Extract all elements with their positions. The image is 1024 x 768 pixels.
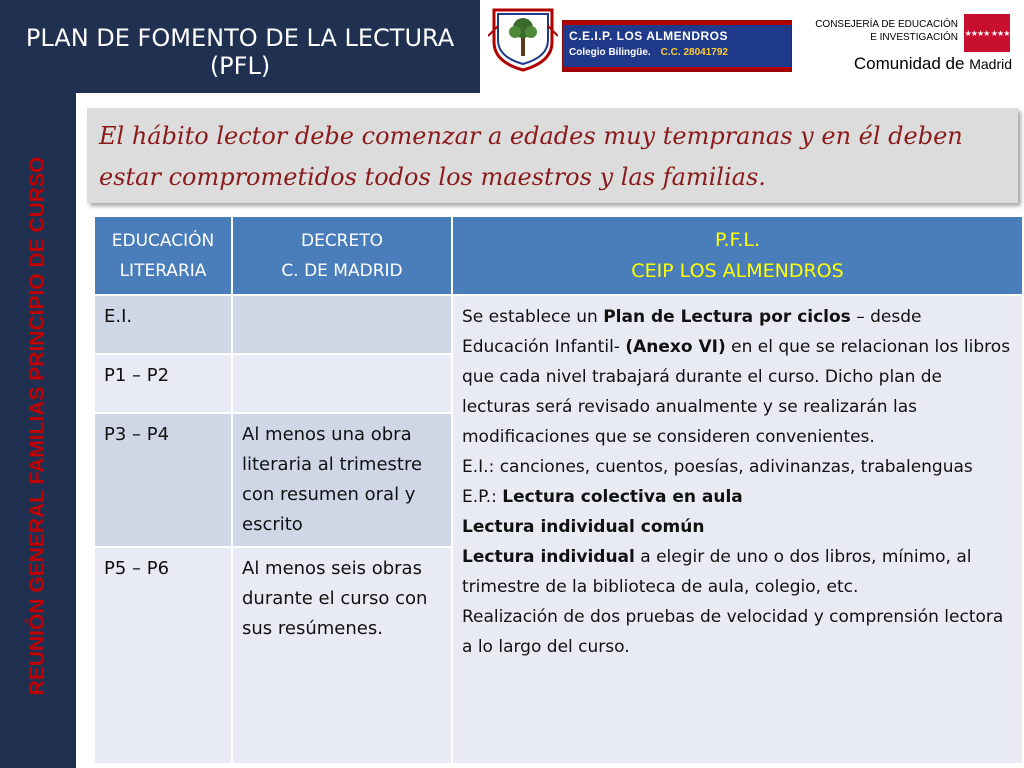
comunidad-de-madrid	[854, 54, 1012, 74]
level-cell: P3 – P4	[94, 413, 232, 547]
school-logo	[562, 20, 792, 72]
side-vertical-title: REUNIÓN GENERAL FAMILIAS PRINCIPIO DE CURSO	[26, 156, 49, 696]
pfl-lectura-individual: Lectura individual	[462, 547, 635, 567]
madrid-flag-icon	[964, 14, 1010, 52]
consejeria-line-1: CONSEJERÍA DE EDUCACIÓN	[815, 19, 958, 30]
level-cell: P1 – P2	[94, 354, 232, 413]
decreto-cell	[232, 354, 452, 413]
level-cell: E.I.	[94, 295, 232, 354]
header-decreto: DECRETO C. DE MADRID	[232, 216, 452, 295]
decreto-cell: Al menos una obra literaria al trimestre con resumen oral y escrito	[232, 413, 452, 547]
school-bilingual: Colegio Bilingüe.	[569, 47, 651, 58]
consejeria-line-2: E INVESTIGACIÓN	[870, 32, 958, 43]
header-pfl: P.F.L. CEIP LOS ALMENDROS	[452, 216, 1023, 295]
school-crest-icon	[488, 6, 558, 72]
school-name: C.E.I.P. LOS ALMENDROS	[569, 29, 729, 43]
reading-plan-table	[93, 215, 1024, 765]
flag-stars: ★★★★ ★★★	[964, 28, 1010, 38]
quote-text: El hábito lector debe comenzar a edades muy tempranas y en él deben estar comprometidos todos los maestros y las familias.	[99, 122, 963, 191]
pfl-pruebas: Realización de dos pruebas de velocidad y comprensión lectora a lo largo del curso.	[462, 607, 1004, 657]
pfl-lectura-colectiva: Lectura colectiva en aula	[502, 487, 743, 507]
title-box	[0, 0, 480, 93]
comunidad-label: Comunidad de	[853, 54, 965, 73]
school-subtitle	[569, 47, 728, 58]
table-row	[94, 295, 1023, 354]
pfl-description: Se establece un Plan de Lectura por ciclos – desde Educación Infantil- (Anexo VI) en el que se relacionan los libros que cada nivel trabajará durante el curso. Dicho plan de lecturas será revisado anualmente y se realizarán las modificaciones que se consideren convenientes. E.I.: canciones, cuentos, poesías, adivinanzas, trabalenguas E.P.: Lectura colectiva en aula Lectura individual común Lectura individual a elegir de uno o dos libros, mínimo, al trimestre de la biblioteca de aula, colegio, etc. Realización de dos pruebas de velocidad y comprensión lectora a lo largo del curso.	[452, 295, 1023, 764]
decreto-cell: Al menos seis obras durante el curso con sus resúmenes.	[232, 547, 452, 764]
title-line-2: (PFL)	[209, 52, 271, 80]
decreto-cell	[232, 295, 452, 354]
level-cell: P5 – P6	[94, 547, 232, 764]
madrid-label: Madrid	[969, 56, 1012, 72]
table-header-row	[94, 216, 1023, 295]
pfl-ei: E.I.: canciones, cuentos, poesías, adivinanzas, trabalenguas	[462, 457, 973, 477]
header-educacion-literaria: EDUCACIÓN LITERARIA	[94, 216, 232, 295]
school-code: C.C. 28041792	[660, 47, 728, 58]
quote-box	[87, 108, 1018, 203]
title-line-1: PLAN DE FOMENTO DE LA LECTURA	[25, 24, 455, 52]
consejeria-text	[815, 18, 958, 44]
pfl-lectura-comun: Lectura individual común	[462, 517, 705, 537]
